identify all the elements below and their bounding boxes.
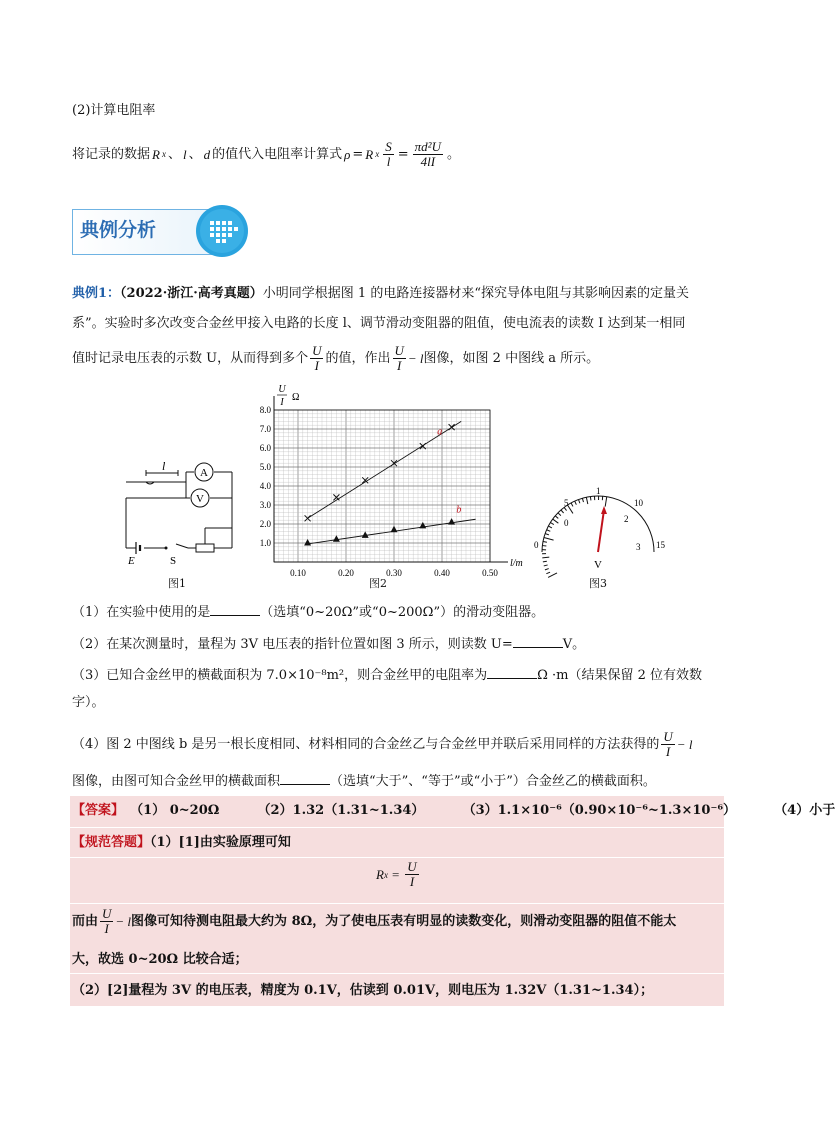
meter-tick xyxy=(571,503,573,507)
grid-badge-icon xyxy=(194,203,252,259)
meter-tick xyxy=(544,538,554,541)
y-tick-label: 8.0 xyxy=(259,405,271,415)
x-tick-label: 0.10 xyxy=(290,568,306,578)
meter-tick xyxy=(561,510,564,513)
eq-1: = xyxy=(352,147,364,162)
battery-label: E xyxy=(128,555,135,567)
fraction-pid2U-over-4lI: $\frac{\text{πd²U}}{4lI}$ xyxy=(414,139,441,169)
fraction-S-over-l: $\frac{S}{l}$ xyxy=(385,139,392,169)
var-d: d xyxy=(203,147,211,162)
x-tick-label: 0.40 xyxy=(434,568,450,578)
meter-tick xyxy=(605,497,607,507)
data-point-b xyxy=(419,522,426,529)
voltmeter-label: V xyxy=(196,493,204,505)
figure-1-caption: 图1 xyxy=(168,577,186,590)
y-axis-label-den: I xyxy=(280,397,284,408)
meter-outer-10: 10 xyxy=(634,498,643,508)
series-label-a: a xyxy=(437,426,443,438)
example-line-2: 系”。实验时多次改变合金丝甲接入电路的长度 l、调节滑动变阻器的阻值，使电流表的读数 I 达到某一相同 xyxy=(72,316,686,331)
Rx-sub: x xyxy=(375,149,380,159)
data-point-b xyxy=(448,518,455,525)
question-3-cont: 字）。 xyxy=(72,695,105,710)
meter-tick xyxy=(545,569,549,570)
x-tick-label: 0.50 xyxy=(482,568,498,578)
meter-tick xyxy=(578,500,579,504)
meter-tick xyxy=(544,565,548,566)
meter-tick xyxy=(543,561,547,562)
explain-label: 【规范答题】 xyxy=(72,835,151,850)
meter-tick xyxy=(548,526,552,528)
var-x-sub: x xyxy=(161,149,166,159)
meter-tick xyxy=(586,497,587,504)
example-text-3b: 的值，作出 xyxy=(325,351,391,366)
figure-3-caption: 图3 xyxy=(589,577,607,590)
meter-outer-0: 0 xyxy=(534,540,539,550)
minus-l: − l xyxy=(407,351,424,366)
example-text-1: 小明同学根据图 1 的电路连接器材来“探究导体电阻与其影响因素的定量关 xyxy=(262,286,689,301)
answer-label: 【答案】 xyxy=(72,803,125,818)
figure-1-circuit xyxy=(118,458,248,570)
explain-formula: R x = $\frac{U}{I}$ xyxy=(376,859,417,889)
meter-outer-5: 5 xyxy=(564,498,569,508)
meter-tick xyxy=(590,497,591,501)
meter-tick xyxy=(575,501,577,505)
answer-blank-4[interactable] xyxy=(280,770,330,785)
section-banner-title: 典例分析 xyxy=(80,219,157,241)
y-tick-label: 5.0 xyxy=(259,462,271,472)
answer-blank-2[interactable] xyxy=(513,633,563,648)
answer-blank-3[interactable] xyxy=(487,664,537,679)
fraction-U-over-I-2: $\frac{U}{I}$ xyxy=(394,343,404,373)
switch-label: S xyxy=(170,555,177,567)
meter-inner-0: 0 xyxy=(564,518,569,528)
series-label-b: b xyxy=(456,504,462,516)
formula-prefix: 将记录的数据 xyxy=(72,147,151,162)
y-tick-label: 7.0 xyxy=(259,424,271,434)
var-R: R xyxy=(152,147,160,162)
example-line-3 xyxy=(72,344,599,373)
subsection-heading: (2)计算电阻率 xyxy=(72,103,156,118)
y-axis-label-num: U xyxy=(278,384,286,395)
meter-needle xyxy=(598,510,604,552)
meter-tick xyxy=(550,522,553,524)
y-tick-label: 4.0 xyxy=(259,481,271,491)
data-point-b xyxy=(304,539,311,546)
formula-end: 。 xyxy=(446,147,460,162)
rho-symbol: ρ xyxy=(344,147,351,162)
meter-tick xyxy=(545,534,549,535)
x-tick-label: 0.30 xyxy=(386,568,402,578)
question-4-cont: 图像，由图可知合金丝甲的横截面积 （选填“大于”、“等于”或“小于”）合金丝乙的横截面积。 xyxy=(72,770,656,791)
fraction-U-over-I-3: $\frac{U}{I}$ xyxy=(663,729,673,759)
explain-line-3: 大，故选 0~20Ω 比较合适； xyxy=(72,952,248,967)
data-point-b xyxy=(333,535,340,542)
meter-tick xyxy=(543,542,547,543)
explain-line-4: （2）[2]量程为 3V 的电压表，精度为 0.1V，估读到 0.01V，则电压为 1.32V（1.31~1.34）； xyxy=(72,983,654,998)
section-banner xyxy=(72,203,255,259)
y-tick-label: 6.0 xyxy=(259,443,271,453)
example-text-3a: 值时记录电压表的示数 U，从而得到多个 xyxy=(72,351,309,366)
length-label: l xyxy=(162,459,166,473)
figure-3-voltmeter xyxy=(524,482,670,572)
y-tick-label: 1.0 xyxy=(259,538,271,548)
example-text-3c: 图像，如图 2 中图线 a 所示。 xyxy=(423,351,600,366)
question-4: （4）图 2 中图线 b 是另一根长度相同、材料相同的合金丝乙与合金丝甲并联后采用同样的方法获得的 $\frac{U}{I}$ − l xyxy=(72,729,693,759)
question-2: （2）在某次测量时，量程为 3V 电压表的指针位置如图 3 所示，则读数 U= V。 xyxy=(72,633,585,654)
fraction-U-over-I-1: $\frac{U}{I}$ xyxy=(312,343,322,373)
y-tick-label: 2.0 xyxy=(259,519,271,529)
explain-line-1: 【规范答题】（1）[1]由实验原理可知 xyxy=(72,835,291,850)
eq-2: = xyxy=(397,147,409,162)
figure-2-chart xyxy=(254,382,544,582)
resistivity-formula-line xyxy=(72,140,460,169)
question-1: （1）在实验中使用的是 （选填“0~20Ω”或“0~200Ω”）的滑动变阻器。 xyxy=(72,601,544,622)
meter-inner-1: 1 xyxy=(596,486,601,496)
sep-2: 、 xyxy=(188,147,202,162)
meter-inner-3: 3 xyxy=(636,542,641,552)
sep-1: 、 xyxy=(167,147,181,162)
meter-outer-15: 15 xyxy=(656,540,665,550)
meter-tick xyxy=(553,519,559,523)
meter-tick xyxy=(582,498,583,502)
meter-tick xyxy=(542,557,549,558)
meter-tick xyxy=(547,530,551,532)
meter-tick xyxy=(555,516,558,519)
meter-tick xyxy=(558,513,561,516)
x-axis-label: l/m xyxy=(510,558,523,569)
formula-mid: 的值代入电阻率计算式 xyxy=(212,147,343,162)
example-source: （2022·浙江·高考真题） xyxy=(120,286,263,301)
explain-line-2: 而由 $\frac{U}{I}$ − l 图像可知待测电阻最大约为 8Ω，为了使电压表有明显的读数变化，则滑动变阻器的阻值不能太 xyxy=(72,906,677,936)
Rx-symbol: R xyxy=(365,147,374,162)
ammeter-label: A xyxy=(200,467,208,479)
meter-unit: V xyxy=(594,559,602,571)
var-l: l xyxy=(182,147,187,162)
data-point-b xyxy=(391,526,398,533)
answer-blank-1[interactable] xyxy=(210,601,260,616)
question-3: （3）已知合金丝甲的横截面积为 7.0×10⁻⁸m²，则合金丝甲的电阻率为 Ω ·m（结果保留 2 位有效数 xyxy=(72,664,702,685)
answer-line: 【答案】 （1） 0~20Ω （2）1.32（1.31~1.34） （3）1.1×10⁻⁶（0.90×10⁻⁶~1.3×10⁻⁶） （4）小于 xyxy=(72,803,835,818)
example-label: 典例1： xyxy=(72,286,121,301)
meter-tick xyxy=(548,573,557,578)
figure-2-caption: 图2 xyxy=(369,577,387,590)
data-point-b xyxy=(362,531,369,538)
meter-inner-2: 2 xyxy=(624,514,629,524)
y-tick-label: 3.0 xyxy=(259,500,271,510)
example-line-1 xyxy=(72,284,689,303)
x-tick-label: 0.20 xyxy=(338,568,354,578)
meter-tick xyxy=(546,572,550,574)
y-axis-unit: Ω xyxy=(292,392,300,403)
